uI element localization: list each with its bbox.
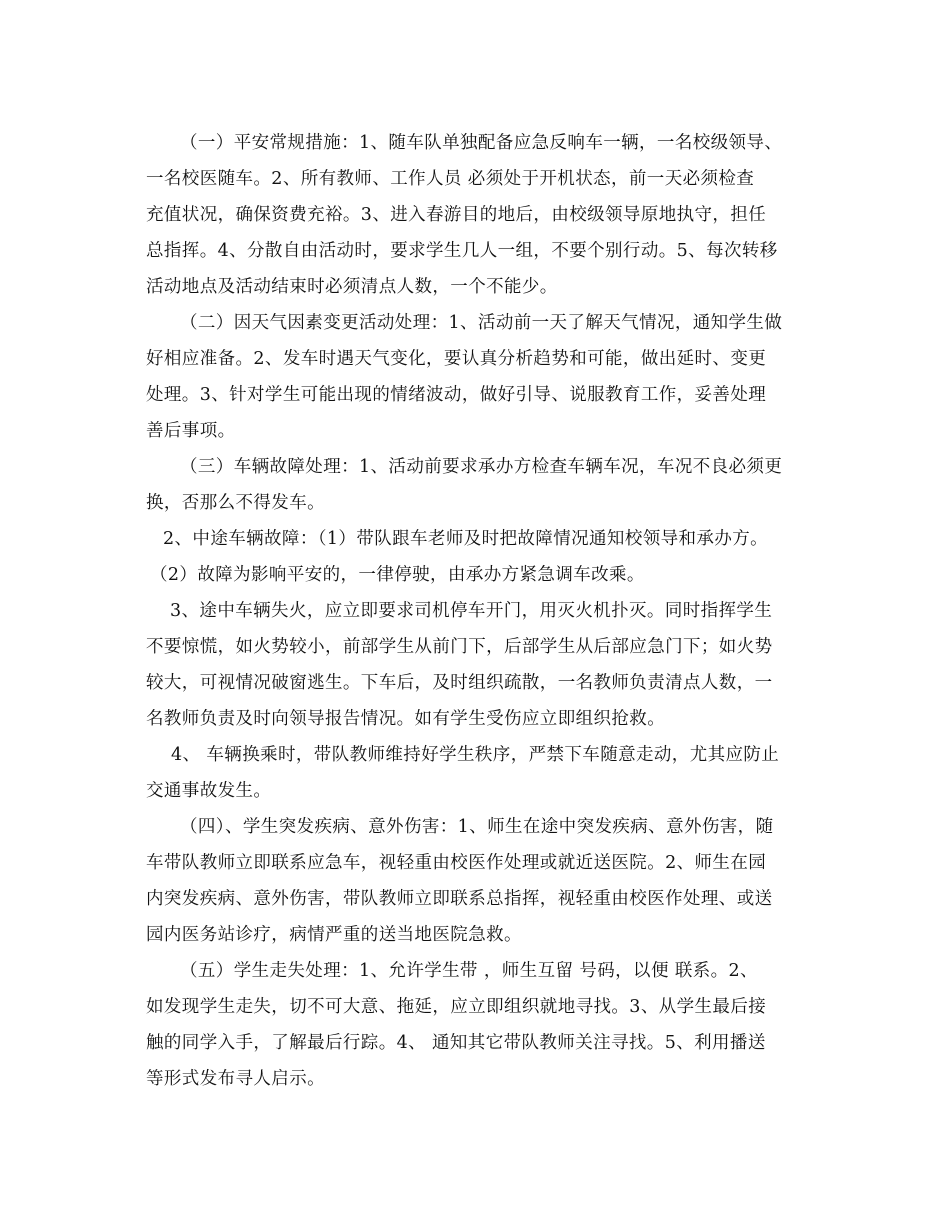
text-line: （2）故障为影响平安的，一律停驶，由承办方紧急调车改乘。: [150, 565, 645, 585]
text-line: 处理。3、针对学生可能出现的情绪波动，做好引导、说服教育工作，妥善处理: [146, 385, 767, 405]
text-line: 3、途中车辆失火，应立即要求司机停车开门，用灭火机扑灭。同时指挥学生: [170, 601, 773, 621]
text-line: 名教师负责及时向领导报告情况。如有学生受伤应立即组织抢救。: [146, 709, 666, 729]
text-line: 换，否那么不得发车。: [146, 493, 325, 513]
text-line: 充值状况，确保资费充裕。3、进入春游目的地后，由校级领导原地执守，担任: [146, 205, 767, 225]
text-line: （四）、学生突发疾病、意外伤害：1、师生在途中突发疾病、意外伤害，随: [180, 817, 774, 837]
text-line: 较大，可视情况破窗逃生。下车后，及时组织疏散，一名教师负责清点人数，一: [146, 673, 773, 693]
text-line: 如发现学生走失，切不可大意、拖延，应立即组织就地寻找。3、从学生最后接: [146, 997, 767, 1017]
text-line: （五）学生走失处理：1、允许学生带 ，师生互留 号码，以便 联系。2、: [180, 961, 758, 981]
text-line: 善后事项。: [146, 421, 236, 441]
text-line: 2、中途车辆故障：（1）带队跟车老师及时把故障情况通知校领导和承办方。: [163, 529, 769, 549]
text-line: 好相应准备。2、发车时遇天气变化，要认真分析趋势和可能，做出延时、变更: [146, 349, 767, 369]
text-line: 活动地点及活动结束时必须清点人数，一个不能少。: [146, 277, 558, 297]
text-line: 园内医务站诊疗，病情严重的送当地医院急救。: [146, 925, 522, 945]
text-line: （二）因天气因素变更活动处理：1、活动前一天了解天气情况，通知学生做: [180, 313, 783, 333]
text-line: 等形式发布寻人启示。: [146, 1069, 325, 1089]
text-line: 车带队教师立即联系应急车，视轻重由校医作处理或就近送医院。2、师生在园: [146, 853, 767, 873]
text-line: 总指挥。4、分散自由活动时，要求学生几人一组，不要个别行动。5、每次转移: [146, 241, 778, 261]
text-line: 4、 车辆换乘时，带队教师维持好学生秩序，严禁下车随意走动，尤其应防止: [171, 745, 780, 765]
text-line: 不要惊慌，如火势较小，前部学生从前门下，后部学生从后部应急门下；如火势: [146, 637, 773, 657]
text-line: 内突发疾病、意外伤害，带队教师立即联系总指挥，视轻重由校医作处理、或送: [146, 889, 773, 909]
text-line: 一名校医随车。2、所有教师、工作人员 必须处于开机状态，前一天必须检查: [146, 169, 755, 189]
text-line: 触的同学入手，了解最后行踪。4、 通知其它带队教师关注寻找。5、利用播送: [146, 1033, 766, 1053]
text-line: 交通事故发生。: [146, 781, 272, 801]
text-line: （三）车辆故障处理：1、活动前要求承办方检查车辆车况，车况不良必须更: [180, 457, 783, 477]
text-line: （一）平安常规措施：1、随车队单独配备应急反响车一辆，一名校级领导、: [180, 133, 783, 153]
